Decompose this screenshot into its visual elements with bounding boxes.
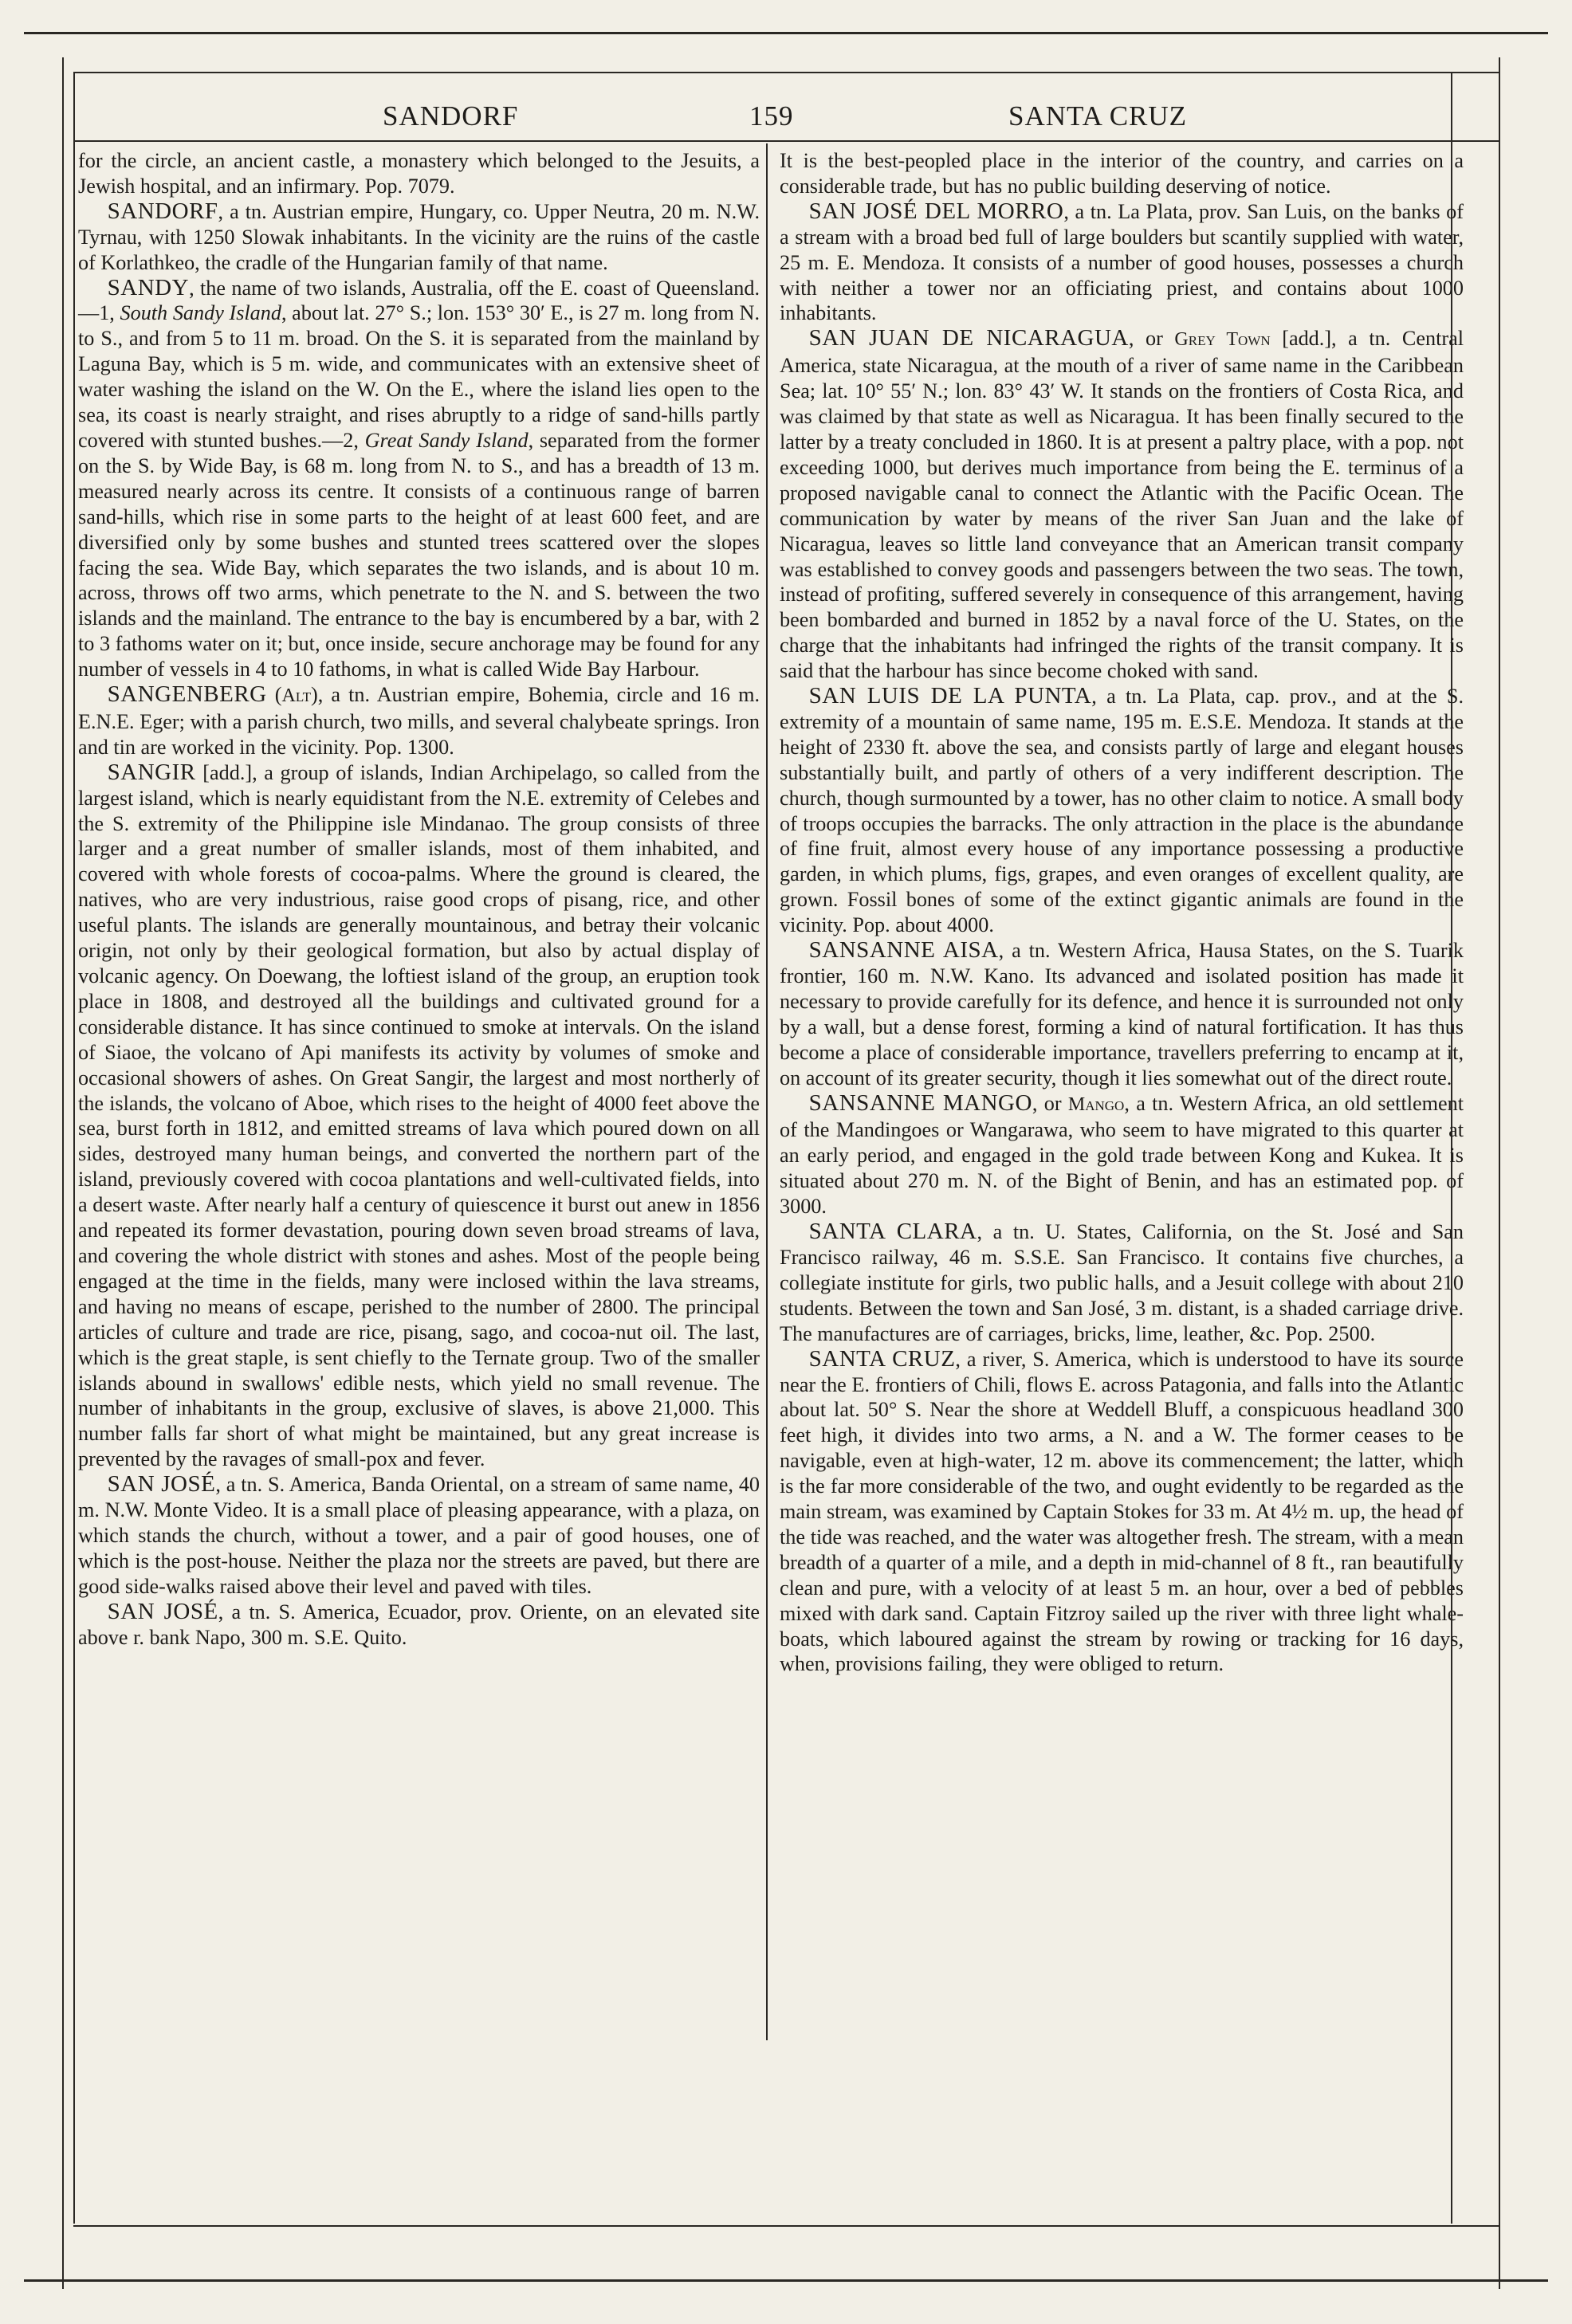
entry-body: , a river, S. America, which is understood to have its source near the E. frontiers of Chili, flows E. across Patagonia, and falls into the Atlantic about lat. 50° S. Near the shore at Weddell Bluff, a conspicuous headland 300 feet high, it divides into two arms, a N. and a W. The former ceases to be navigable, even at high-water, 12 m. above its commencement; the latter, which is the far more considerable of the two, and ought evidently to be regarded as the main stream, was examined by Captain Stokes for 33 m. At 4½ m. up, the head of the tide was reached, and the water was altogether fresh. The stream, with a mean breadth of a quarter of a mile, and a depth in mid-channel of 8 ft., ran beautifully clean and pure, with a velocity of at least 5 m. an hour, over a bed of pebbles mixed with dark sand. Captain Fitzroy sailed up the river with three light whale-boats, which laboured against the stream by rowing or tracking for 16 days, when, provisions failing, they were obliged to return.	[780, 1347, 1464, 1676]
entry-body: , a tn. Western Africa, an old settlement of the Mandingoes or Wangarawa, who seem to have migrated to this quarter at an early period, and engaged in the gold trade between Kong and Kukea. It is situated about 270 m. N. of the Bight of Benin, and has an estimated pop. of 3000.	[780, 1091, 1464, 1219]
entry-italic-name: South Sandy Island	[120, 301, 281, 325]
header-right-word: SANTA CRUZ	[1008, 100, 1188, 132]
entry-body: , a tn. La Plata, cap. prov., and at the S. extremity of a mountain of same name, 195 m. E.S.E. Mendoza. It stands at the height of 2330 ft. above the sea, and consists partly of large and elegant houses substantially built, and partly of others of a very indifferent description. The church, though surmounted by a tower, has no other claim to notice. A small body of troops occupies the barracks. The only attraction in the place is the abundance of fine fruit, almost every house of any importance possessing a productive garden, in which plums, figs, grapes, and even oranges of excellent quality, are grown. Fossil bones of some of the extinct gigantic animals are found in the vicinity. Pop. about 4000.	[780, 685, 1464, 937]
entry-alt-name: Grey Town	[1174, 329, 1271, 351]
gazetteer-entry-sansanne-aisa	[780, 938, 1464, 1090]
entry-body: , about lat. 27° S.; lon. 153° 30′ E., is 27 m. long from N. to S., and from 5 to 11 m. broad. On the S. it is separated from the mainland by Laguna Bay, which is 5 m. wide, and communicates with an extensive sheet of water washing the island on the W. On the E., where the island lies open to the sea, its coast is nearly straight, and rises abruptly to a ridge of sand-hills partly covered with stunted bushes.—2,	[78, 301, 760, 452]
right-border-outer	[1499, 57, 1500, 2289]
entry-body: , the name of two islands, Australia, off the E. coast of Queensland.—1,	[78, 276, 760, 325]
left-border-outer	[62, 57, 64, 2289]
top-rule-outer	[24, 32, 1548, 34]
header-left-word: SANDORF	[383, 100, 519, 132]
running-header	[76, 92, 1495, 140]
gazetteer-entry-san-jose-banda-oriental	[78, 1472, 760, 1600]
entry-headword: SANDY	[107, 274, 190, 300]
entry-body: [add.], a group of islands, Indian Archipelago, so called from the largest island, which is nearly equidistant from the N.E. extremity of Celebes and the S. extremity of the Philippine isle Mindanao. The group consists of three larger and a great number of smaller islands, most of them inhabited, and covered with whole forests of cocoa-palms. Where the ground is cleared, the natives, who are very industrious, raise good crops of pisang, rice, and other useful plants. The islands are generally mountainous, and betray their volcanic origin, not only by their geological formation, but also by actual display of volcanic agency. On Doewang, the loftiest island of the group, an eruption took place in 1808, and destroyed all the buildings and cultivated ground for a considerable distance. It has since continued to smoke at intervals. On the island of Siaoe, the volcano of Api manifests its activity by volumes of smoke and occasional showers of ashes. On Great Sangir, the largest and most northerly of the islands, the volcano of Aboe, which rises to the height of 4000 feet above the sea, burst forth in 1812, and emitted streams of lava which poured down on all sides, destroyed many human beings, and converted the northern part of the island, previously covered with cocoa plantations and well-cultivated fields, into a desert waste. After nearly half a century of quiescence it burst out anew in 1856 and repeated its former devastation, pouring down seven broad streams of lava, and covering the whole district with stones and ashes. Most of the people being engaged at the time in the fields, many were inclosed within the lava streams, and having no means of escape, perished to the number of 2800. The principal articles of culture and trade are rice, pisang, sago, and cocoa-nut oil. The last, which is the great staple, is sent chiefly to the Ternate group. Two of the smaller islands abound in swallows' edible nests, which yield no small revenue. The number of inhabitants in the group, exclusive of slaves, is above 21,000. This number falls far short of what might be maintained, but any great increase is prevented by the ravages of small-pox and fever.	[78, 760, 760, 1471]
gazetteer-entry-sandy	[78, 276, 760, 683]
entry-headword: SAN JUAN DE NICARAGUA	[808, 325, 1129, 351]
continuation-paragraph: It is the best-peopled place in the interior of the country, and carries on a considerable trade, but has no public building deserving of notice.	[780, 149, 1464, 198]
gazetteer-entry-sangenberg	[78, 682, 760, 760]
entry-italic-name: Great Sandy Island	[364, 428, 529, 452]
entry-headword: SANSANNE AISA	[808, 937, 999, 964]
page-number: 159	[749, 100, 794, 132]
header-rule	[73, 140, 1500, 142]
entry-alt-name: Alt	[281, 685, 312, 707]
gazetteer-entry-sandorf	[78, 199, 760, 276]
entry-body: , or	[1128, 327, 1175, 351]
entry-headword: SAN JOSÉ	[107, 1471, 216, 1498]
entry-headword: SAN JOSÉ	[107, 1598, 218, 1624]
entry-headword: SANTA CRUZ	[808, 1345, 956, 1372]
entry-body: , a tn. S. America, Banda Oriental, on a stream of same name, 40 m. N.W. Monte Video. It is a small place of pleasing appearance, with a plaza, on which stands the church, without a tower, and a pair of good houses, one of which is the post-house. Neither the plaza nor the streets are paved, but there are good side-walks raised above their level and paved with tiles.	[78, 1473, 760, 1598]
entry-body: , a tn. Austrian empire, Hungary, co. Upper Neutra, 20 m. N.W. Tyrnau, with 1250 Slowak inhabitants. In the vicinity are the ruins of the castle of Korlathkeo, the cradle of the Hungarian family of that name.	[78, 199, 760, 274]
entry-headword: SANTA CLARA	[808, 1219, 977, 1245]
entry-headword: SAN LUIS DE LA PUNTA	[808, 683, 1092, 709]
bottom-rule-outer	[24, 2279, 1548, 2282]
column-divider	[766, 143, 768, 2040]
right-column	[780, 148, 1464, 1677]
entry-headword: SANSANNE MANGO	[808, 1089, 1032, 1116]
entry-body: ), a tn. Austrian empire, Bohemia, circle and 16 m. E.N.E. Eger; with a parish church, two mills, and several chalybeate springs. Iron and tin are worked in the vicinity. Pop. 1300.	[78, 683, 760, 759]
entry-headword: SANGENBERG	[107, 681, 267, 708]
gazetteer-entry-santa-cruz	[780, 1347, 1464, 1678]
entry-body: , a tn. La Plata, prov. San Luis, on the banks of a stream with a broad bed full of large boulders but scantily supplied with water, 25 m. E. Mendoza. It consists of a number of good houses, possesses a church with neither a tower nor an officiating priest, and contains about 1000 inhabitants.	[780, 199, 1464, 325]
top-rule-inner	[73, 72, 1500, 73]
entry-alt-name: Mango	[1067, 1093, 1125, 1115]
left-column	[78, 148, 760, 1650]
entry-headword: SAN JOSÉ DEL MORRO	[808, 198, 1064, 224]
gazetteer-entry-san-jose-ecuador	[78, 1600, 760, 1651]
entry-body: [add.], a tn. Central America, state Nicaragua, at the mouth of a river of same name in the Caribbean Sea; lat. 10° 55′ N.; lon. 83° 43′ W. It stands on the frontiers of Costa Rica, and was claimed by that state as well as Nicaragua. It has been finally secured to the latter by a treaty concluded in 1860. It is at present a paltry place, with a pop. not exceeding 1000, but derives much importance from being the E. terminus of a proposed navigable canal to connect the Atlantic with the Pacific Ocean. The communication by water by means of the river San Juan and the lake of Nicaragua, leaves so little land conveyance that an American transit company was established to convey goods and passengers between the two seas. The town, instead of profiting, suffered severely in consequence of this arrangement, having been bombarded and burned in 1852 by a naval force of the U. States, on the charge that the inhabitants had infringed the rights of the transit company. It is said that the harbour has since become choked with sand.	[780, 327, 1464, 683]
entry-body: , or	[1032, 1091, 1068, 1115]
left-border-inner	[73, 72, 75, 2224]
gazetteer-entry-san-juan-de-nicaragua	[780, 326, 1464, 684]
entry-body: , a tn. Western Africa, Hausa States, on the S. Tuarik frontier, 160 m. N.W. Kano. Its advanced and isolated position has made it necessary to provide carefully for its defence, and hence it is surrounded not only by a wall, but a dense forest, forming a kind of natural fortification. It has thus become a place of considerable importance, travellers preferring to encamp at it, on account of its greater security, though it lies somewhat out of the direct route.	[780, 939, 1464, 1089]
gazetteer-entry-san-jose-del-morro	[780, 199, 1464, 327]
bottom-rule-inner	[73, 2225, 1500, 2227]
entry-headword: SANGIR	[107, 759, 196, 785]
gazetteer-entry-santa-clara	[780, 1219, 1464, 1347]
entry-punctuation: (	[266, 683, 282, 707]
continuation-paragraph: for the circle, an ancient castle, a monastery which belonged to the Jesuits, a Jewish hospital, and an infirmary. Pop. 7079.	[78, 149, 760, 198]
entry-body: , a tn. S. America, Ecuador, prov. Oriente, on an elevated site above r. bank Napo, 300 m. S.E. Quito.	[78, 1600, 760, 1649]
gazetteer-entry-sangir	[78, 760, 760, 1472]
gazetteer-entry-sansanne-mango	[780, 1091, 1464, 1220]
entry-headword: SANDORF	[107, 198, 218, 224]
entry-body: , a tn. U. States, California, on the St. José and San Francisco railway, 46 m. S.S.E. San Francisco. It contains five churches, a collegiate institute for girls, two public halls, and a Jesuit college with about 210 students. Between the town and San José, 3 m. distant, is a shaded carriage drive. The manufactures are of carriages, bricks, lime, leather, &c. Pop. 2500.	[780, 1220, 1464, 1345]
entry-body: , separated from the former on the S. by Wide Bay, is 68 m. long from N. to S., and has a breadth of 13 m. measured nearly across its centre. It consists of a continuous range of barren sand-hills, which rise in some parts to the height of at least 600 feet, and are diversified only by some bushes and stunted trees scattered over the slopes facing the sea. Wide Bay, which separates the two islands, and is about 10 m. across, throws off two arms, which penetrate to the N. and S. between the two islands and the mainland. The entrance to the bay is encumbered by a bar, with 2 to 3 fathoms water on it; but, once inside, secure anchorage may be found for any number of vessels in 4 to 10 fathoms, in what is called Wide Bay Harbour.	[78, 428, 760, 681]
gazetteer-entry-san-luis-de-la-punta	[780, 684, 1464, 938]
